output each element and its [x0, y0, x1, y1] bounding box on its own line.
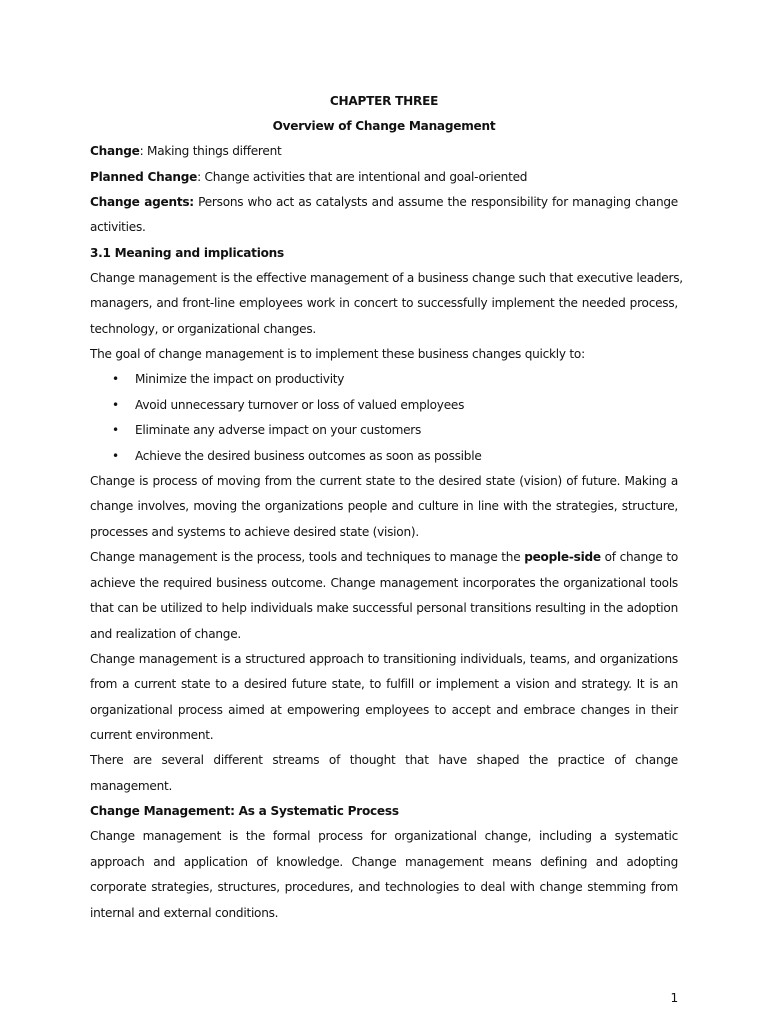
paragraph-line: change involves, moving the organizations people and culture in line with the strategies, structure, [90, 499, 678, 513]
paragraph-line: corporate strategies, structures, procedures, and technologies to deal with change stemming from [90, 880, 678, 894]
paragraph-line: organizational process aimed at empowering employees to accept and embrace changes in their [90, 703, 678, 717]
page-number: 1 [670, 991, 678, 1005]
definition-change: Change: Making things different [90, 144, 282, 158]
paragraph-line: Change management is the process, tools and techniques to manage the people-side of change to [90, 550, 678, 564]
definition-planned-change: Planned Change: Change activities that are intentional and goal-oriented [90, 170, 528, 184]
chapter-title: Overview of Change Management [272, 119, 496, 133]
paragraph-line: managers, and front-line employees work in concert to successfully implement the needed process, [90, 296, 678, 310]
paragraph-line: management. [90, 779, 173, 793]
bullet-marker: • [112, 398, 119, 412]
paragraph-line: There are several different streams of thought that have shaped the practice of change [90, 753, 678, 767]
paragraph-line: approach and application of knowledge. Change management means defining and adopting [90, 855, 678, 869]
paragraph-line: technology, or organizational changes. [90, 322, 317, 336]
bullet-marker: • [112, 372, 119, 386]
paragraph-line: from a current state to a desired future state, to fulfill or implement a vision and strategy. It is an [90, 677, 678, 691]
paragraph-line: current environment. [90, 728, 214, 742]
section-heading: 3.1 Meaning and implications [90, 246, 284, 260]
paragraph-line: Change is process of moving from the current state to the desired state (vision) of future. Making a [90, 474, 678, 488]
paragraph-line: Change management is a structured approach to transitioning individuals, teams, and organizations [90, 652, 678, 666]
section-heading: Change Management: As a Systematic Process [90, 804, 399, 818]
list-item: Eliminate any adverse impact on your customers [135, 423, 422, 437]
bullet-marker: • [112, 423, 119, 437]
definition-change-agents-cont: activities. [90, 220, 146, 234]
paragraph-line: that can be utilized to help individuals make successful personal transitions resulting in the adoption [90, 601, 678, 615]
paragraph-line: Change management is the formal process for organizational change, including a systematic [90, 829, 678, 843]
list-item: Avoid unnecessary turnover or loss of valued employees [135, 398, 465, 412]
list-item: Minimize the impact on productivity [135, 372, 345, 386]
paragraph-line: achieve the required business outcome. Change management incorporates the organizational tools [90, 576, 678, 590]
chapter-heading: CHAPTER THREE [329, 94, 439, 108]
bullet-marker: • [112, 449, 119, 463]
paragraph-line: processes and systems to achieve desired state (vision). [90, 525, 419, 539]
paragraph-line: The goal of change management is to implement these business changes quickly to: [90, 347, 585, 361]
definition-change-agents: Change agents: Persons who act as catalysts and assume the responsibility for managing change [90, 195, 678, 209]
paragraph-line: internal and external conditions. [90, 906, 279, 920]
paragraph-line: Change management is the effective management of a business change such that executive leaders, [90, 271, 683, 285]
list-item: Achieve the desired business outcomes as soon as possible [135, 449, 482, 463]
paragraph-line: and realization of change. [90, 627, 241, 641]
